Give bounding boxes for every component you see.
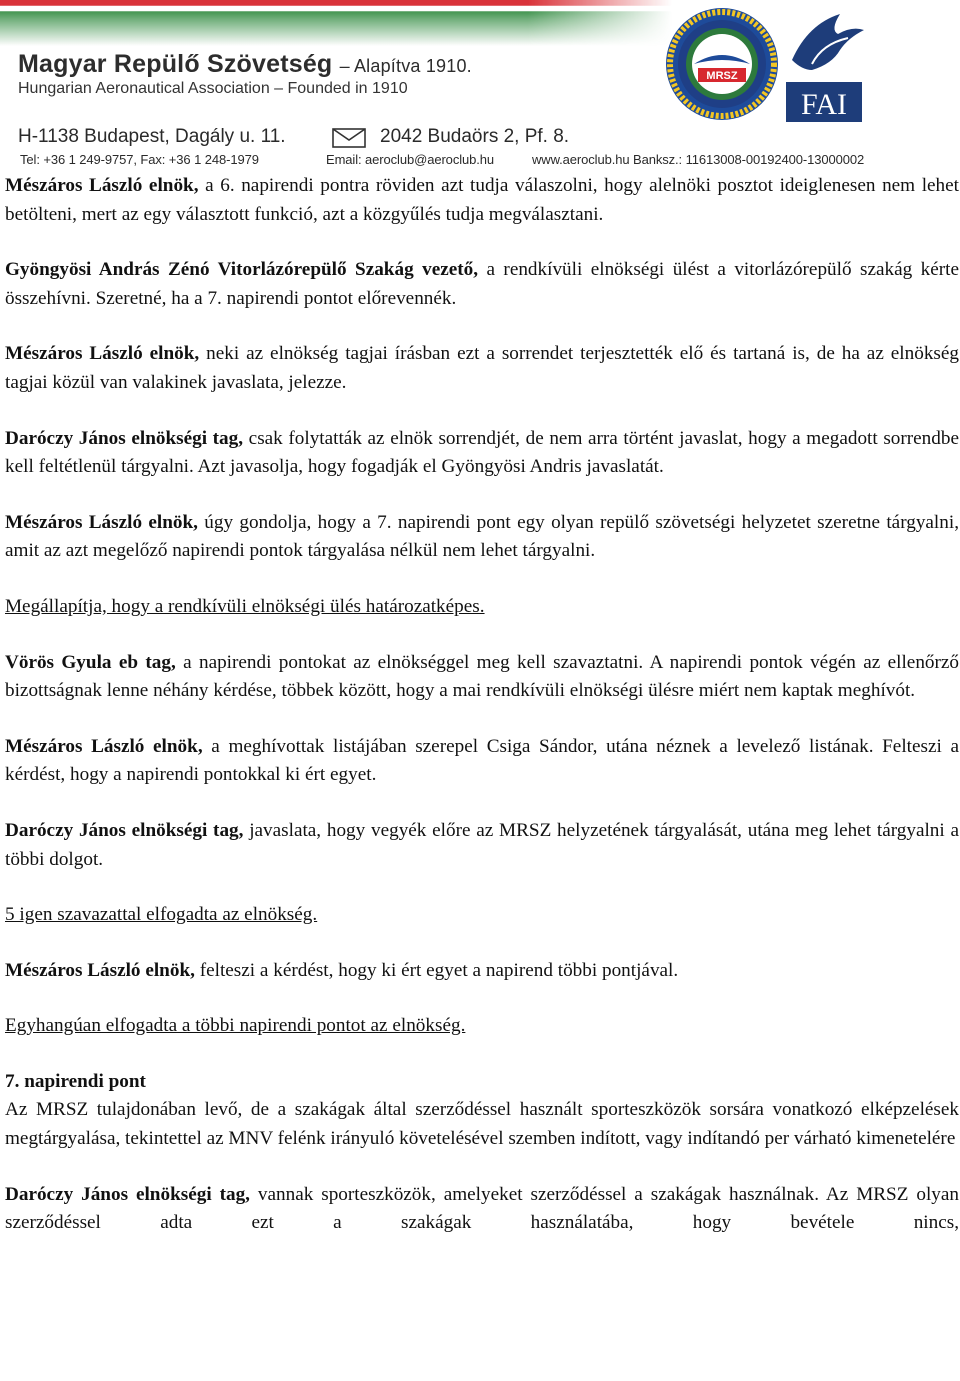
- phone-fax: Tel: +36 1 249-9757, Fax: +36 1 248-1979: [20, 152, 259, 167]
- speaker-name: Gyöngyösi András Zénó Vitorlázórepülő Szakág vezető,: [5, 259, 479, 281]
- minutes-body: [5, 172, 959, 1238]
- svg-text:FAI: FAI: [800, 88, 848, 121]
- agenda-text: Az MRSZ tulajdonában levő, de a szakágak által szerződéssel használt sporteszközök sorsára vonatkozó elképzelések megtárgyalása, tekintettel az MNV felénk irányuló követelésével szemben indított, vagy indítandó per várható kimenetelére: [5, 1099, 959, 1150]
- speaker-name: Mészáros László elnök,: [5, 959, 195, 981]
- speaker-name: Daróczy János elnökségi tag,: [5, 819, 244, 841]
- agenda-item-description: [5, 1096, 959, 1153]
- paragraph-text: a meghívottak listájában szerepel Csiga Sándor, utána néznek a levelező listának. Felteszi a kérdést, hogy a napirendi pontokkal ki ért egyet.: [5, 735, 959, 786]
- paragraph-8: [5, 733, 959, 790]
- fai-logo: [778, 4, 870, 128]
- paragraph-text: felteszi a kérdést, hogy ki ért egyet a napirend többi pontjával.: [194, 959, 679, 981]
- paragraph-1: [5, 172, 959, 229]
- paragraph-14: [5, 1181, 959, 1238]
- organization-name-hu: Magyar Repülő Szövetség: [18, 50, 333, 78]
- agenda-heading: 7. napirendi pont: [5, 1070, 146, 1092]
- speaker-name: Mészáros László elnök,: [5, 343, 200, 365]
- paragraph-text: a rendkívüli elnökségi ülést a vitorlázórepülő szakág kérte összehívni. Szeretné, ha a 7. napirendi pontot előrevennék.: [5, 259, 959, 309]
- founded-text: – Alapítva 1910.: [339, 56, 472, 76]
- paragraph-text: a 6. napirendi pontra röviden azt tudja válaszolni, hogy alelnöki posztot ideiglenesen nem lehet betölteni, mert az egy választott funkció, azt a közgyűlés tudja megválasztani.: [5, 175, 959, 225]
- organization-name-en: Hungarian Aeronautical Association – Founded in 1910: [18, 80, 408, 97]
- paragraph-text: csak folytatták az elnök sorrendjét, de nem arra történt javaslat, hogy a megadott sorrendbe kell feltétlenül tárgyalni. Azt javasolja, hogy fogadják el Gyöngyösi Andris javaslatát.: [5, 427, 959, 478]
- website-bank: www.aeroclub.hu Banksz.: 11613008-00192400-13000002: [532, 152, 865, 167]
- association-seal-logo: [664, 6, 780, 122]
- paragraph-text: a napirendi pontokat az elnökséggel meg kell szavaztatni. A napirendi pontok végén az ellenőrző bizottságnak lenne néhány kérdése, többek között, hogy a mai rendkívüli elnökségi ülésre miért nem kaptak meghívót.: [5, 651, 960, 702]
- organization-name: [18, 50, 472, 79]
- paragraph-text: vannak sporteszközök, amelyeket szerződéssel a szakágak használnak. Az MRSZ olyan szerződéssel adta ezt a szakágak használatába, hogy bevétele nincs,: [5, 1183, 960, 1234]
- email-address: Email: aeroclub@aeroclub.hu: [326, 152, 495, 167]
- resolution-text: 5 igen szavazattal elfogadta az elnökség.: [5, 904, 318, 926]
- resolution-quorum: [5, 593, 959, 622]
- envelope-icon: [332, 128, 366, 148]
- resolution-text: Megállapítja, hogy a rendkívüli elnökségi ülés határozatképes.: [5, 595, 485, 617]
- paragraph-2: [5, 256, 959, 313]
- speaker-name: Mészáros László elnök,: [5, 175, 199, 196]
- agenda-item-heading: [5, 1068, 959, 1097]
- paragraph-4: [5, 425, 959, 482]
- speaker-name: Vörös Gyula eb tag,: [5, 651, 176, 673]
- street-address: H-1138 Budapest, Dagály u. 11.: [18, 126, 286, 147]
- speaker-name: Daróczy János elnökségi tag,: [5, 427, 244, 449]
- paragraph-text: javaslata, hogy vegyék előre az MRSZ helyzetének tárgyalását, utána meg lehet tárgyalni a többi dolgot.: [5, 819, 959, 870]
- speaker-name: Daróczy János elnökségi tag,: [5, 1183, 250, 1205]
- paragraph-7: [5, 649, 959, 706]
- speaker-name: Mészáros László elnök,: [5, 735, 203, 757]
- paragraph-3: [5, 340, 959, 397]
- letterhead: [0, 0, 960, 170]
- postal-address: 2042 Budaörs 2, Pf. 8.: [380, 126, 570, 147]
- resolution-vote: [5, 901, 959, 930]
- paragraph-9: [5, 817, 959, 874]
- paragraph-5: [5, 509, 959, 566]
- resolution-agenda: [5, 1012, 959, 1041]
- paragraph-11: [5, 957, 959, 986]
- paragraph-text: úgy gondolja, hogy a 7. napirendi pont egy olyan repülő szövetségi helyzetet szeretne tárgyalni, amit az azt megelőző napirendi pontok tárgyalása nélkül nem lehet tárgyalni.: [5, 511, 959, 562]
- resolution-text: Egyhangúan elfogadta a többi napirendi pontot az elnökség.: [5, 1015, 466, 1037]
- svg-text:MRSZ: MRSZ: [706, 70, 738, 82]
- paragraph-text: neki az elnökség tagjai írásban ezt a sorrendet terjesztették elő és tartaná is, de ha az elnökség tagjai közül van valakinek javaslata, jelezze.: [5, 343, 959, 393]
- speaker-name: Mészáros László elnök,: [5, 511, 198, 533]
